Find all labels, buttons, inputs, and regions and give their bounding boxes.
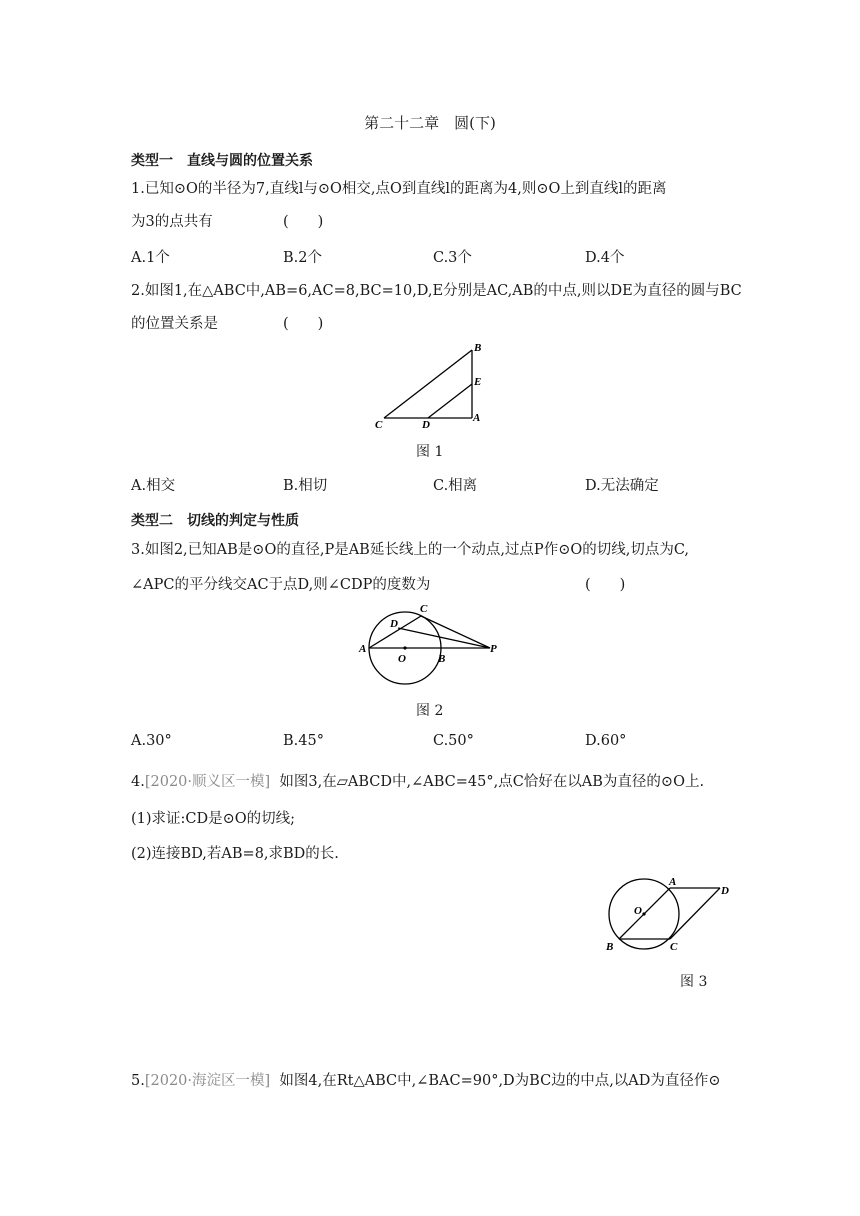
section-heading-1: 类型一 直线与圆的位置关系 — [131, 153, 313, 169]
fig3-label-o: O — [634, 905, 642, 917]
q3-option-b: B.45° — [283, 733, 324, 749]
q4-source-tag: [2020·顺义区一模] — [144, 774, 271, 790]
q4-number: 4. — [131, 774, 145, 790]
q2-answer-paren: ( ) — [283, 316, 324, 332]
q2-line1: 2.如图1,在△ABC中,AB=6,AC=8,BC=10,D,E分别是AC,AB的中点,则以DE为直径的圆与BC — [131, 283, 742, 299]
q2-option-c: C.相离 — [433, 478, 478, 494]
q2-option-a: A.相交 — [131, 478, 176, 494]
q3-option-c: C.50° — [433, 733, 474, 749]
q2-line2: 的位置关系是 — [131, 316, 218, 332]
q4-sub2: (2)连接BD,若AB=8,求BD的长. — [131, 846, 339, 862]
figure-3-caption: 图 3 — [680, 974, 708, 990]
fig3-label-d: D — [721, 885, 729, 897]
q1-option-a: A.1个 — [131, 250, 170, 266]
q3-option-d: D.60° — [585, 733, 627, 749]
q1-option-b: B.2个 — [283, 250, 322, 266]
fig3-label-a: A — [669, 876, 677, 888]
q5-number: 5. — [131, 1073, 145, 1089]
q4-sub1: (1)求证:CD是⊙O的切线; — [131, 811, 296, 827]
q3-option-a: A.30° — [131, 733, 172, 749]
q3-answer-paren: ( ) — [585, 577, 626, 593]
fig1-label-d: D — [422, 419, 430, 431]
q2-option-d: D.无法确定 — [585, 478, 659, 494]
fig2-label-d: D — [390, 618, 398, 630]
section-heading-2: 类型二 切线的判定与性质 — [131, 513, 299, 529]
q5-stem — [131, 1071, 721, 1091]
fig2-label-p: P — [490, 643, 497, 655]
q2-option-b: B.相切 — [283, 478, 328, 494]
q1-line2: 为3的点共有 — [131, 214, 213, 230]
fig2-label-a: A — [359, 643, 367, 655]
figure-1-caption: 图 1 — [416, 444, 444, 460]
fig2-label-c: C — [420, 603, 428, 615]
chapter-title: 第二十二章 圆(下) — [364, 114, 496, 132]
figure-2-caption: 图 2 — [416, 703, 444, 719]
q3-line1: 3.如图2,已知AB是⊙O的直径,P是AB延长线上的一个动点,过点P作⊙O的切线,切点为C, — [131, 542, 690, 558]
fig3-label-b: B — [606, 941, 614, 953]
q1-option-c: C.3个 — [433, 250, 472, 266]
fig1-label-b: B — [474, 342, 482, 354]
fig2-label-o: O — [398, 653, 406, 665]
figure-1-triangle — [370, 338, 490, 433]
fig1-label-c: C — [375, 419, 383, 431]
q3-line2: ∠APC的平分线交AC于点D,则∠CDP的度数为 — [131, 577, 431, 593]
q5-line1: 如图4,在Rt△ABC中,∠BAC=90°,D为BC边的中点,以AD为直径作⊙ — [279, 1073, 721, 1089]
q4-stem — [131, 772, 704, 792]
q4-line1: 如图3,在▱ABCD中,∠ABC=45°,点C恰好在以AB为直径的⊙O上. — [279, 774, 705, 790]
q1-option-d: D.4个 — [585, 250, 625, 266]
fig1-label-e: E — [474, 376, 482, 388]
figure-3-parallelogram-circle — [598, 872, 748, 954]
figure-2-circle-tangent — [358, 600, 508, 692]
fig3-label-c: C — [670, 941, 678, 953]
q1-line1: 1.已知⊙O的半径为7,直线l与⊙O相交,点O到直线l的距离为4,则⊙O上到直线l的距离 — [131, 181, 667, 197]
q5-source-tag: [2020·海淀区一模] — [144, 1073, 271, 1089]
fig1-label-a: A — [473, 412, 481, 424]
q1-answer-paren: ( ) — [283, 214, 324, 230]
fig2-label-b: B — [438, 653, 446, 665]
